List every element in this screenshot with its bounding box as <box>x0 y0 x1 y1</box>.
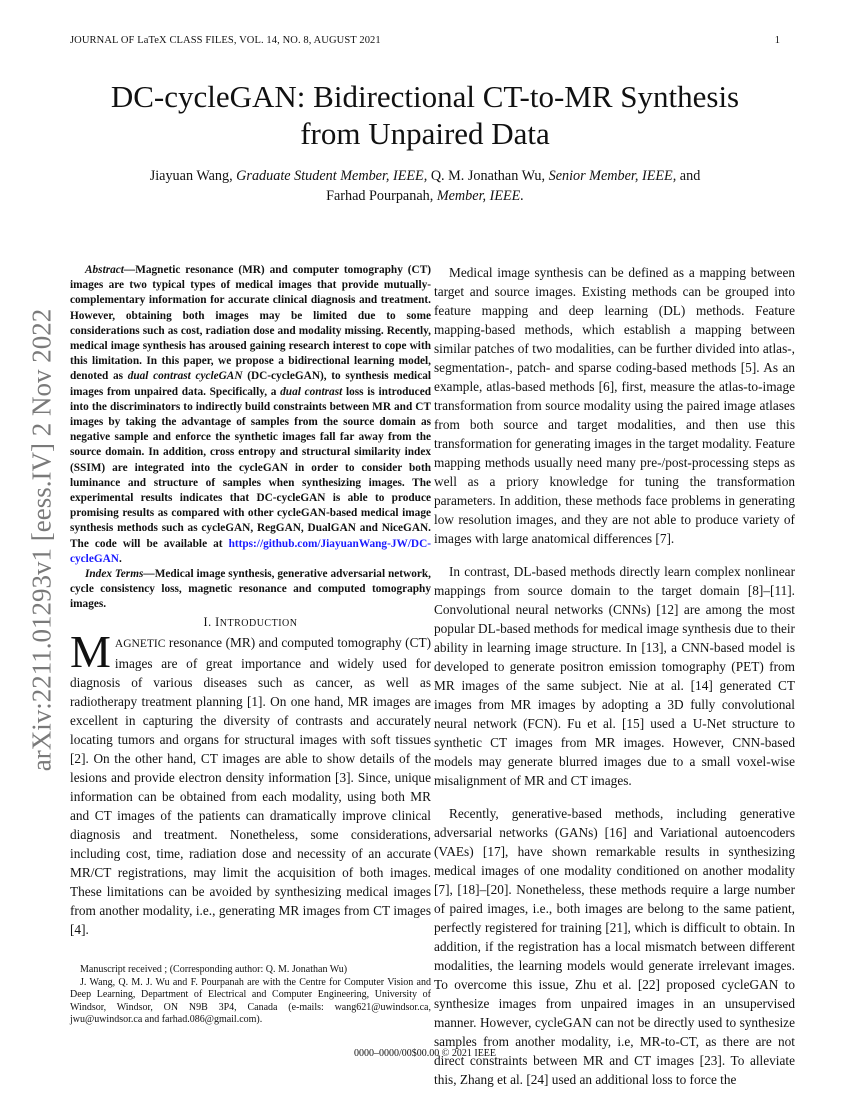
index-terms: Index Terms—Medical image synthesis, generative adversarial network, cycle consistency loss, magnetic resonance and computed tomography images. <box>70 568 431 611</box>
copyright-footer: 0000–0000/00$00.00 © 2021 IEEE <box>353 1048 497 1059</box>
drop-cap: M <box>70 625 111 677</box>
right-paragraph-2: In contrast, DL-based methods directly learn complex nonlinear mappings from source domain to the target domain [8]–[11]. Convolutional neural networks (CNNs) [12] are among the most popular DL-based methods for medical image synthesis due to their ability in learning image structure. In [13], a CNN-based model is developed to generate positron emission tomography (PET) from MR images of the same subject. Nie at al. [14] generated CT images from MR images by adopting a 3D fully convolutional neural network (FCN). Fu et al. [15] used a U-Net structure to synthetic CT images from MR images. However, CNN-based models may generate blurred images due to a small voxel-wise misalignment of MR and CT images. <box>434 564 795 788</box>
author-1-role: Graduate Student Member, IEEE, <box>236 168 428 184</box>
author-1-name: Jiayuan Wang, <box>149 168 237 184</box>
title-line-1: DC-cycleGAN: Bidirectional CT-to-MR Synthesis <box>110 79 740 114</box>
left-column <box>70 263 431 939</box>
journal-header: JOURNAL OF LaTeX CLASS FILES, VOL. 14, NO. 8, AUGUST 2021 <box>70 35 381 46</box>
author-2-role: Senior Member, IEEE, <box>548 168 677 184</box>
author-and: and <box>676 168 701 184</box>
index-terms-label: Index Terms— <box>85 568 155 581</box>
footnote <box>70 964 431 1027</box>
page-number: 1 <box>774 35 780 46</box>
author-list <box>0 166 850 206</box>
author-2-name: Q. M. Jonathan Wu, <box>427 168 549 184</box>
paper-title <box>0 78 850 152</box>
right-paragraph-3: Recently, generative-based methods, including generative adversarial networks (GANs) [16] and Variational autoencoders (VAEs) [17], have shown remarkable results in synthesizing medical images of one modality conditioned on another modality [7], [18]–[20]. Nonetheless, these methods require a large number of paired images, i.e., both images are belong to the same patient, perfectly registered for training [21], which is difficult to obtain. In addition, if the registration has a local mismatch between different modalities, the learning models would generate irrelevant images. To overcome this issue, Zhu et al. [22] proposed cycleGAN to synthesize images from unpaired images in an unsupervised manner. However, cycleGAN can not be directly used to synthesize samples from another modality, i.e, MR-to-CT, as there are not direct constraints between MR and CT images [23]. To alleviate this, Zhang et al. [24] used an additional loss to force the <box>434 806 795 1087</box>
right-column <box>434 263 795 1089</box>
abstract-label: Abstract— <box>85 264 136 276</box>
arxiv-stamp: arXiv:2211.01293v1 [eess.IV] 2 Nov 2022 <box>26 308 57 772</box>
abstract: Abstract—Magnetic resonance (MR) and computer tomography (CT) images are two typical types of medical images that provide mutually-complementary information for accurate clinical diagnosis and treatment. However, obtaining both images may be limited due to some considerations such as cost, radiation dose and modality missing. Recently, medical image synthesis has aroused gaining research interest to cope with this limitation. In this paper, we propose a bidirectional learning model, denoted as dual contrast cycleGAN (DC-cycleGAN), to synthesis medical images from unpaired data. Specifically, a dual contrast loss is introduced into the discriminators to indirectly build constraints between MR and CT images by taking the advantage of samples from the source domain as negative sample and enforce the synthetic images fall far away from the source domain. In addition, cross entropy and structural similarity index (SSIM) are integrated into the cycleGAN in order to consider both luminance and structure of samples when synthesizing images. The experimental results indicates that DC-cycleGAN is able to produce promising results as compared with other cycleGAN-based medical image synthesis methods such as cycleGAN, RegGAN, DualGAN and NiceGAN. The code will be available at https://github.com/JiayuanWang-JW/DC-cycleGAN. <box>70 264 431 565</box>
footnote-line-1: Manuscript received ; (Corresponding author: Q. M. Jonathan Wu) <box>80 964 348 975</box>
right-paragraph-1: Medical image synthesis can be defined as a mapping between target and source images. Existing methods can be grouped into feature mapping and deep learning (DL) methods. Feature mapping-based methods, which establish a mapping between similar patches of two modalities, can be further divided into atlas-, segmentation-, patch- and sparse coding-based methods [5]. As an example, atlas-based methods [6], first, measure the atlas-to-image transformation from source modality using the paired image atlases from both source and target modalities, and then use this transformation for generating images in the target modality. Feature mapping methods usually need many pre-/post-processing steps as well as a priory knowledge for tuning the transformation parameters. In addition, these methods face problems in generating low resolution images, and they are not able to produce variety of images with large anatomical differences [7]. <box>434 265 795 546</box>
section-heading-introduction: I. INTRODUCTION <box>203 614 298 629</box>
author-3-name: Farhad Pourpanah, <box>326 188 437 204</box>
footnote-line-2: J. Wang, Q. M. J. Wu and F. Pourpanah are with the Centre for Computer Vision and Deep Learning, Department of Electrical and Computer Engineering, University of Windsor, Windsor, ON N9B 3P4, Canada (e-mails: wang621@uwindsor.ca, jwu@uwindsor.ca and farhad.086@gmail.com). <box>70 976 431 1025</box>
author-3-role: Member, IEEE. <box>436 188 524 204</box>
title-line-2: from Unpaired Data <box>300 116 550 151</box>
intro-paragraph: MAGNETIC resonance (MR) and computed tomography (CT) images are of great importance and widely used for diagnosis of various diseases such as cancer, as well as radiotherapy treatment planning [1]. On one hand, MR images are excellent in capturing the diversity of contrasts and accurately locating tumors and organs for structural images with soft tissues [2]. On the other hand, CT images are able to show details of the lesions and provide electron density information [3]. Since, unique information can be obtained from each modality, using both MR and CT images of the patients can dramatically improve clinical diagnosis and treatment. Nonetheless, some considerations, including cost, time, radiation dose and necessity of an accurate MR/CT registrations, may limit the acquisition of both images. These limitations can be avoided by synthesizing medical images from another modality, i.e., generating MR images from CT images [4]. <box>70 625 431 937</box>
code-link[interactable]: https://github.com/JiayuanWang-JW/DC-cycleGAN <box>70 537 431 565</box>
